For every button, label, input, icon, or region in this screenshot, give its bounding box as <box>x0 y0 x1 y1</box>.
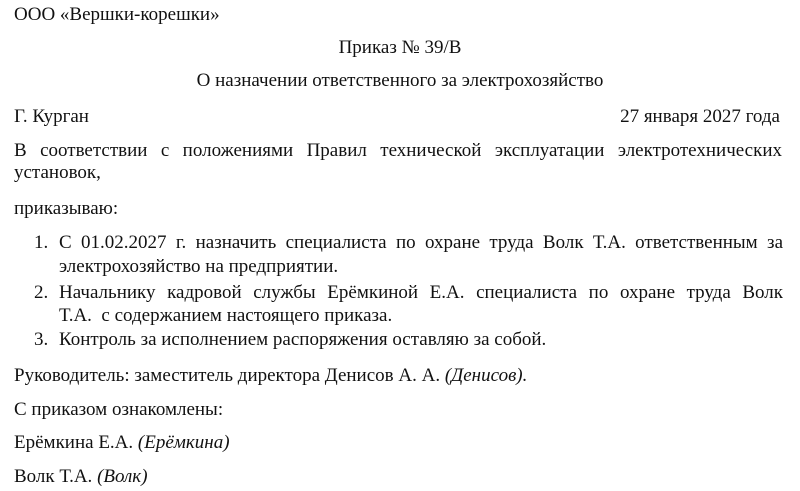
acquainted-name: Ерёмкина Е.А. <box>14 432 134 453</box>
order-city: Г. Курган <box>14 106 89 127</box>
list-item-1-text-2: электрохозяйство на предприятии. <box>59 256 339 277</box>
preamble-line-2: установок, <box>14 162 101 183</box>
list-item-2-text-1: Начальнику кадровой службы Ерёмкиной Е.А. специалиста по охране труда Волк <box>59 282 783 303</box>
acquainted-name: Волк Т.А. <box>14 466 93 487</box>
acquainted-signature: (Волк) <box>97 466 148 487</box>
acquainted-label: С приказом ознакомлены: <box>14 399 224 420</box>
list-item-2 <box>34 282 59 304</box>
head-signature-line <box>14 365 527 387</box>
list-item-3 <box>34 329 59 351</box>
order-number: Приказ № 39/В <box>338 37 462 58</box>
acquainted-row-2 <box>14 466 148 488</box>
list-item-1-text-1: С 01.02.2027 г. назначить специалиста по охране труда Волк Т.А. ответственным за <box>59 232 783 253</box>
order-subject: О назначении ответственного за электрохозяйство <box>196 70 604 91</box>
list-item-number: 1. <box>34 232 49 253</box>
preamble-line-1: В соответствии с положениями Правил технической эксплуатации электротехнических <box>14 140 782 161</box>
company-name: ООО «Вершки-корешки» <box>14 4 220 25</box>
acquainted-signature: (Ерёмкина) <box>137 432 230 453</box>
head-signature: (Денисов). <box>444 365 528 386</box>
list-item-1 <box>34 232 59 254</box>
list-item-number: 2. <box>34 282 49 303</box>
list-item-number: 3. <box>34 329 49 350</box>
list-item-2-text-2: Т.А. с содержанием настоящего приказа. <box>59 305 393 326</box>
acquainted-row-1 <box>14 432 230 454</box>
head-label: Руководитель: заместитель директора Денисов А. А. <box>14 365 441 386</box>
list-item-3-text-1: Контроль за исполнением распоряжения оставляю за собой. <box>59 329 547 350</box>
order-date: 27 января 2027 года <box>620 106 780 127</box>
order-word: приказываю: <box>14 198 119 219</box>
